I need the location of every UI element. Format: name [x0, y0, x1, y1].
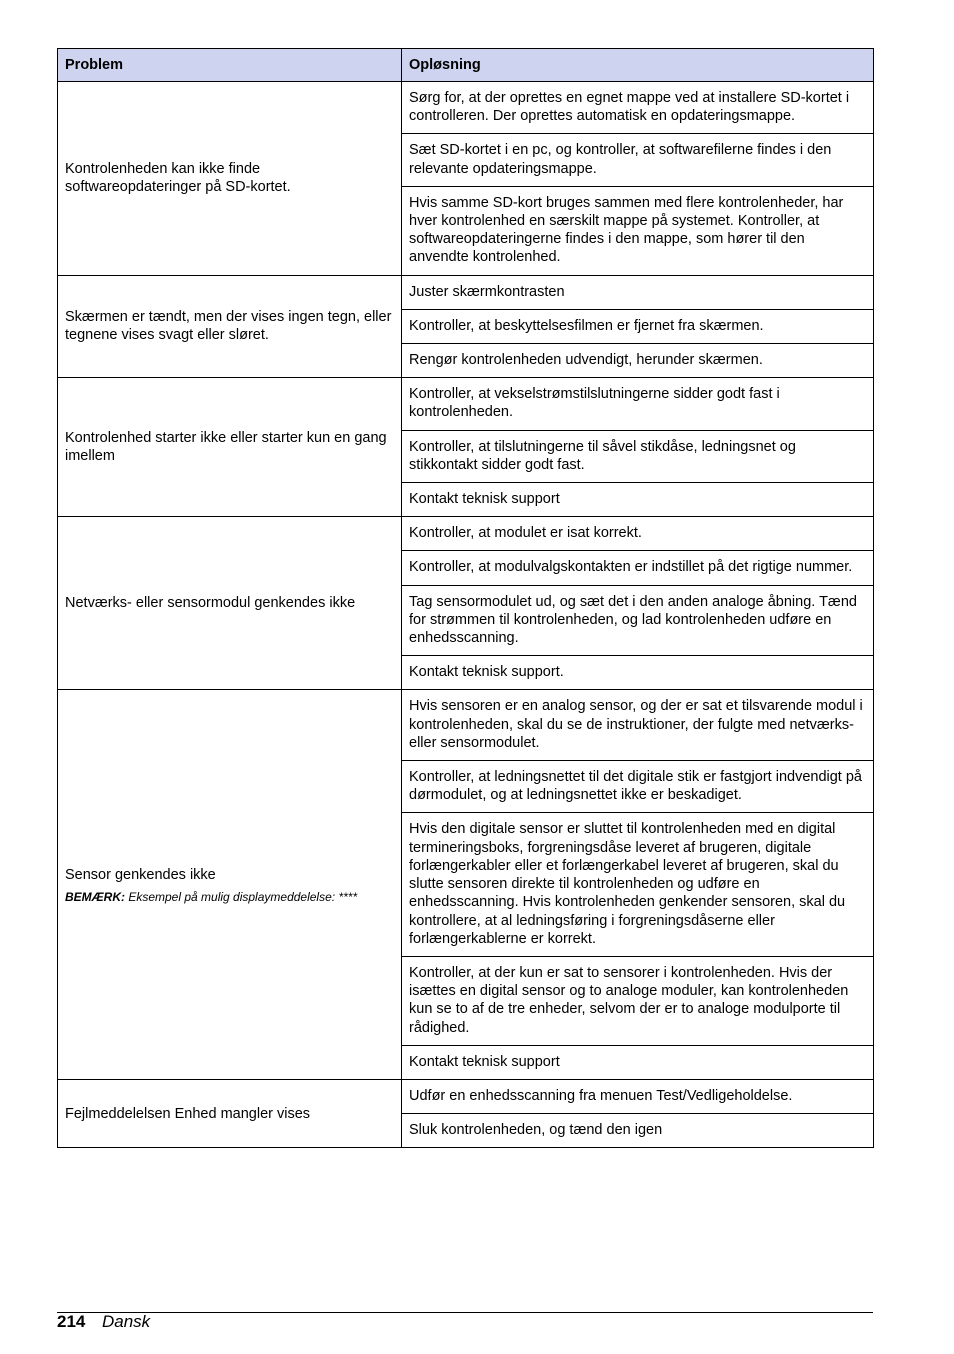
problem-cell: Netværks- eller sensormodul genkendes ikke — [58, 517, 402, 690]
solution-cell: Kontroller, at tilslutningerne til såvel stikdåse, ledningsnet og stikkontakt sidder godt fast. — [402, 430, 874, 482]
note-label: BEMÆRK: — [65, 889, 125, 904]
solution-cell: Hvis sensoren er en analog sensor, og der er sat et tilsvarende modul i kontrolenheden, skal du se de instruktioner, der fulgte med netværks- eller sensormodulet. — [402, 690, 874, 761]
footer-rule — [57, 1312, 873, 1313]
solution-cell: Hvis den digitale sensor er sluttet til kontrolenheden med en digital termineringsboks, forgreningsdåse leveret af brugeren, digitale forlængerkabler eller et forlængerkabel leveret af brugeren, skal du slutte sensoren direkte til kontrolenheden og udføre en enhedsscanning. Hvis kontrolenheden genkender sensoren, skal du kontrollere, at al ledningsføring i forgreningsdåserne eller forlængerkablerne er korrekt. — [402, 813, 874, 956]
table-header-row — [58, 49, 874, 82]
problem-text: Sensor genkendes ikke — [65, 866, 216, 883]
footer-language: Dansk — [102, 1312, 151, 1331]
table-row — [58, 690, 874, 761]
solution-cell: Kontakt teknisk support — [402, 483, 874, 517]
problem-cell: Kontrolenheden kan ikke finde softwareopdateringer på SD-kortet. — [58, 82, 402, 276]
solution-cell: Kontakt teknisk support — [402, 1045, 874, 1079]
troubleshooting-table — [57, 48, 874, 1148]
table-row — [58, 1079, 874, 1113]
header-problem: Problem — [58, 49, 402, 82]
table-row — [58, 82, 874, 134]
note-text: Eksempel på mulig displaymeddelelse: **** — [125, 889, 358, 904]
solution-cell: Kontroller, at ledningsnettet til det digitale stik er fastgjort indvendigt på dørmodulet, og at ledningsnettet ikke er beskadiget. — [402, 761, 874, 813]
solution-cell: Hvis samme SD-kort bruges sammen med flere kontrolenheder, har hver kontrolenhed en særskilt mappe på systemet. Kontroller, at softwareopdateringerne findes i den mappe, som hører til den anvendte kontrolenhed. — [402, 186, 874, 275]
header-solution: Opløsning — [402, 49, 874, 82]
solution-cell: Rengør kontrolenheden udvendigt, herunder skærmen. — [402, 344, 874, 378]
problem-cell: Skærmen er tændt, men der vises ingen tegn, eller tegnene vises svagt eller sløret. — [58, 275, 402, 378]
note — [65, 890, 394, 904]
problem-cell: Fejlmeddelelsen Enhed mangler vises — [58, 1079, 402, 1147]
solution-cell: Sørg for, at der oprettes en egnet mappe ved at installere SD-kortet i controlleren. Der oprettes automatisk en opdateringsmappe. — [402, 82, 874, 134]
solution-cell: Kontroller, at vekselstrømstilslutningerne sidder godt fast i kontrolenheden. — [402, 378, 874, 430]
solution-cell: Sluk kontrolenheden, og tænd den igen — [402, 1114, 874, 1148]
solution-cell: Kontroller, at modulet er isat korrekt. — [402, 517, 874, 551]
solution-cell: Kontroller, at modulvalgskontakten er indstillet på det rigtige nummer. — [402, 551, 874, 585]
solution-cell: Kontroller, at beskyttelsesfilmen er fjernet fra skærmen. — [402, 309, 874, 343]
table-row — [58, 378, 874, 430]
problem-cell — [58, 690, 402, 1079]
problem-cell: Kontrolenhed starter ikke eller starter kun en gang imellem — [58, 378, 402, 517]
solution-cell: Udfør en enhedsscanning fra menuen Test/Vedligeholdelse. — [402, 1079, 874, 1113]
solution-cell: Kontakt teknisk support. — [402, 656, 874, 690]
solution-cell: Juster skærmkontrasten — [402, 275, 874, 309]
solution-cell: Kontroller, at der kun er sat to sensorer i kontrolenheden. Hvis der isættes en digital sensor og to analoge moduler, kan kontrolenheden kun se to af de tre enheder, selvom der er to analoge modulporte til rådighed. — [402, 956, 874, 1045]
table-row — [58, 517, 874, 551]
page-number: 214 — [57, 1312, 86, 1331]
solution-cell: Tag sensormodulet ud, og sæt det i den anden analoge åbning. Tænd for strømmen til kontrolenheden, og lad kontrolenheden udføre en enhedsscanning. — [402, 585, 874, 656]
table-row — [58, 275, 874, 309]
solution-cell: Sæt SD-kortet i en pc, og kontroller, at softwarefilerne findes i den relevante opdateringsmappe. — [402, 134, 874, 186]
